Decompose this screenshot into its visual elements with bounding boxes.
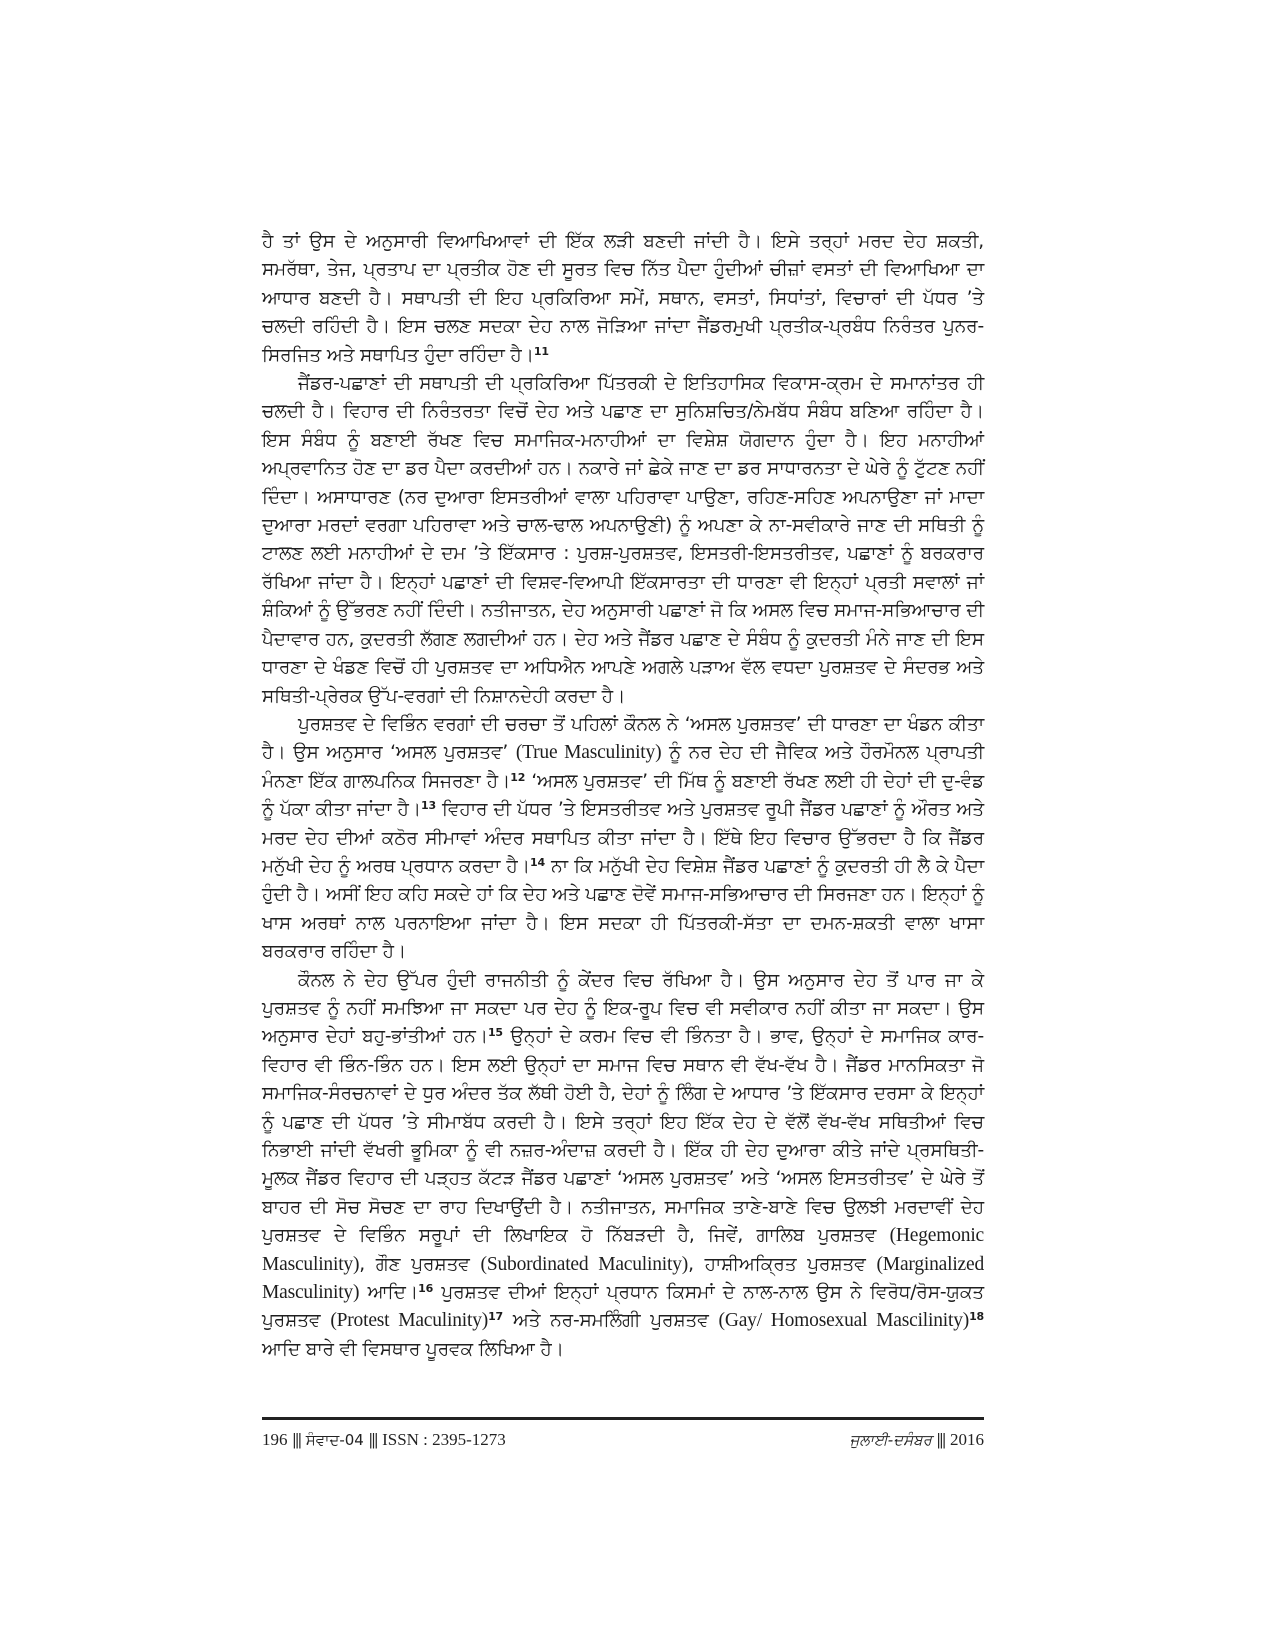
footer-right [850,1430,984,1450]
footnote-marker: 14 [529,855,545,869]
article-body [262,228,984,1364]
text-run: ਹੈ ਤਾਂ ਉਸ ਦੇ ਅਨੁਸਾਰੀ ਵਿਆਖਿਆਵਾਂ ਦੀ ਇੱਕ ਲੜੀ ਬਣਦੀ ਜਾਂਦੀ ਹੈ। ਇਸੇ ਤਰ੍ਹਾਂ ਮਰਦ ਦੇਹ ਸ਼ਕਤੀ, ਸਮਰੱਥਾ, ਤੇਜ, ਪ੍ਰਤਾਪ ਦਾ ਪ੍ਰਤੀਕ ਹੋਣ ਦੀ ਸੂਰਤ ਵਿਚ ਨਿੱਤ ਪੈਦਾ ਹੁੰਦੀਆਂ ਚੀਜ਼ਾਂ ਵਸਤਾਂ ਦੀ ਵਿਆਖਿਆ ਦਾ ਆਧਾਰ ਬਣਦੀ ਹੈ। ਸਥਾਪਤੀ ਦੀ ਇਹ ਪ੍ਰਕਿਰਿਆ ਸਮੇਂ, ਸਥਾਨ, ਵਸਤਾਂ, ਸਿਧਾਂਤਾਂ, ਵਿਚਾਰਾਂ ਦੀ ਪੱਧਰ ’ਤੇ ਚਲਦੀ ਰਹਿੰਦੀ ਹੈ। ਇਸ ਚਲਣ ਸਦਕਾ ਦੇਹ ਨਾਲ ਜੋੜਿਆ ਜਾਂਦਾ ਜੈਂਡਰਮੁਖੀ ਪ੍ਰਤੀਕ-ਪ੍ਰਬੰਧ ਨਿਰੰਤਰ ਪੁਨਰ-ਸਿਰਜਿਤ ਅਤੇ ਸਥਾਪਿਤ ਹੁੰਦਾ ਰਹਿੰਦਾ ਹੈ। [262,231,984,366]
footer-left [262,1430,506,1450]
issue-year: 2016 [950,1430,984,1449]
footer-separator: ||| [936,1430,945,1449]
english-term: (Subordinated Maculinity) [480,1253,689,1275]
text-run: ਜੈਂਡਰ-ਪਛਾਣਾਂ ਦੀ ਸਥਾਪਤੀ ਦੀ ਪ੍ਰਕਿਰਿਆ ਪਿੱਤਰਕੀ ਦੇ ਇਤਿਹਾਸਿਕ ਵਿਕਾਸ-ਕ੍ਰਮ ਦੇ ਸਮਾਨਾਂਤਰ ਹੀ ਚਲਦੀ ਹੈ। ਵਿਹਾਰ ਦੀ ਨਿਰੰਤਰਤਾ ਵਿਚੋਂ ਦੇਹ ਅਤੇ ਪਛਾਣ ਦਾ ਸੁਨਿਸ਼ਚਿਤ/ਨੇਮਬੱਧ ਸੰਬੰਧ ਬਣਿਆ ਰਹਿੰਦਾ ਹੈ। ਇਸ ਸੰਬੰਧ ਨੂੰ ਬਣਾਈ ਰੱਖਣ ਵਿਚ ਸਮਾਜਿਕ-ਮਨਾਹੀਆਂ ਦਾ ਵਿਸ਼ੇਸ਼ ਯੋਗਦਾਨ ਹੁੰਦਾ ਹੈ। ਇਹ ਮਨਾਹੀਆਂ ਅਪ੍ਰਵਾਨਿਤ ਹੋਣ ਦਾ ਡਰ ਪੈਦਾ ਕਰਦੀਆਂ ਹਨ। ਨਕਾਰੇ ਜਾਂ ਛੇਕੇ ਜਾਣ ਦਾ ਡਰ ਸਾਧਾਰਨਤਾ ਦੇ ਘੇਰੇ ਨੂੰ ਟੁੱਟਣ ਨਹੀਂ ਦਿੰਦਾ। ਅਸਾਧਾਰਣ (ਨਰ ਦੁਆਰਾ ਇਸਤਰੀਆਂ ਵਾਲਾ ਪਹਿਰਾਵਾ ਪਾਉਣਾ, ਰਹਿਣ-ਸਹਿਣ ਅਪਨਾਉਣਾ ਜਾਂ ਮਾਦਾ ਦੁਆਰਾ ਮਰਦਾਂ ਵਰਗਾ ਪਹਿਰਾਵਾ ਅਤੇ ਚਾਲ-ਢਾਲ ਅਪਨਾਉਣੀ) ਨੂੰ ਅਪਣਾ ਕੇ ਨਾ-ਸਵੀਕਾਰੇ ਜਾਣ ਦੀ ਸਥਿਤੀ ਨੂੰ ਟਾਲਣ ਲਈ ਮਨਾਹੀਆਂ ਦੇ ਦਮ ’ਤੇ ਇੱਕਸਾਰ : ਪੁਰਸ਼-ਪੁਰਸ਼ਤਵ, ਇਸਤਰੀ-ਇਸਤਰੀਤਵ, ਪਛਾਣਾਂ ਨੂੰ ਬਰਕਰਾਰ ਰੱਖਿਆ ਜਾਂਦਾ ਹੈ। ਇਨ੍ਹਾਂ ਪਛਾਣਾਂ ਦੀ ਵਿਸ਼ਵ-ਵਿਆਪੀ ਇੱਕਸਾਰਤਾ ਦੀ ਧਾਰਣਾ ਵੀ ਇਨ੍ਹਾਂ ਪ੍ਰਤੀ ਸਵਾਲਾਂ ਜਾਂ ਸ਼ੰਕਿਆਂ ਨੂੰ ਉੱਭਰਣ ਨਹੀਂ ਦਿੰਦੀ। ਨਤੀਜਾਤਨ, ਦੇਹ ਅਨੁਸਾਰੀ ਪਛਾਣਾਂ ਜੋ ਕਿ ਅਸਲ ਵਿਚ ਸਮਾਜ-ਸਭਿਆਚਾਰ ਦੀ ਪੈਦਾਵਾਰ ਹਨ, ਕੁਦਰਤੀ ਲੱਗਣ ਲਗਦੀਆਂ ਹਨ। ਦੇਹ ਅਤੇ ਜੈਂਡਰ ਪਛਾਣ ਦੇ ਸੰਬੰਧ ਨੂੰ ਕੁਦਰਤੀ ਮੰਨੇ ਜਾਣ ਦੀ ਇਸ ਧਾਰਣਾ ਦੇ ਖੰਡਣ ਵਿਚੋਂ ਹੀ ਪੁਰਸ਼ਤਵ ਦਾ ਅਧਿਐਨ ਆਪਣੇ ਅਗਲੇ ਪੜਾਅ ਵੱਲ ਵਧਦਾ ਪੁਰਸ਼ਤਵ ਦੇ ਸੰਦਰਭ ਅਤੇ ਸਥਿਤੀ-ਪ੍ਰੇਰਕ ਉੱਪ-ਵਰਗਾਂ ਦੀ ਨਿਸ਼ਾਨਦੇਹੀ ਕਰਦਾ ਹੈ। [262,373,984,707]
text-run: ਆਦਿ ਬਾਰੇ ਵੀ ਵਿਸਥਾਰ ਪੂਰਵਕ ਲਿਖਿਆ ਹੈ। [262,1338,564,1360]
footnote-marker: 17 [488,1310,503,1324]
text-run: ਵਿਹਾਰ ਦੀ ਪੱਧਰ ’ਤੇ ਇਸਤਰੀਤਵ ਅਤੇ ਪੁਰਸ਼ਤਵ ਰੂਪੀ ਜੈਂਡਰ ਪਛਾਣਾਂ ਨੂੰ ਔਰਤ ਅਤੇ ਮਰਦ ਦੇਹ ਦੀਆਂ ਕਠੋਰ ਸੀਮਾਵਾਂ ਅੰਦਰ ਸਥਾਪਿਤ ਕੀਤਾ ਜਾਂਦਾ ਹੈ। ਇੱਥੇ ਇਹ ਵਿਚਾਰ ਉੱਭਰਦਾ ਹੈ ਕਿ ਜੈਂਡਰ ਮਨੁੱਖੀ ਦੇਹ ਨੂੰ ਅਰਥ ਪ੍ਰਧਾਨ ਕਰਦਾ ਹੈ। [262,799,984,877]
paragraph [262,967,984,1365]
text-run: ਆਦਿ। [359,1282,419,1304]
english-term: (Marginalized Masculinity) [262,1253,985,1304]
english-term: (True Masculinity) [515,742,662,764]
text-run: , ਹਾਸ਼ੀਅਕ੍ਰਿਤ ਪੁਰਸ਼ਤਵ [688,1253,877,1275]
text-run: ਕੌਨਲ ਨੇ ਦੇਹ ਉੱਪਰ ਹੁੰਦੀ ਰਾਜਨੀਤੀ ਨੂੰ ਕੇਂਦਰ ਵਿਚ ਰੱਖਿਆ ਹੈ। ਉਸ ਅਨੁਸਾਰ ਦੇਹ ਤੋਂ ਪਾਰ ਜਾ ਕੇ ਪੁਰਸ਼ਤਵ ਨੂੰ ਨਹੀਂ ਸਮਝਿਆ ਜਾ ਸਕਦਾ ਪਰ ਦੇਹ ਨੂੰ ਇਕ-ਰੂਪ ਵਿਚ ਵੀ ਸਵੀਕਾਰ ਨਹੀਂ ਕੀਤਾ ਜਾ ਸਕਦਾ। ਉਸ ਅਨੁਸਾਰ ਦੇਹਾਂ ਬਹੁ-ਭਾਂਤੀਆਂ ਹਨ। [262,969,984,1048]
footnote-marker: 15 [487,1026,503,1040]
text-run: ਨੂੰ ਨਰ ਦੇਹ ਦੀ ਜੈਵਿਕ ਅਤੇ ਹੌਰਮੌਨਲ ਪ੍ਰਾਪਤੀ ਮੰਨਣਾ ਇੱਕ ਗਾਲਪਨਿਕ ਸਿਜਰਣਾ ਹੈ। [262,742,985,792]
text-run: ‘ਅਸਲ ਪੁਰਸ਼ਤਵ’ ਦੀ ਮਿੱਥ ਨੂੰ ਬਣਾਈ ਰੱਖਣ ਲਈ ਹੀ ਦੇਹਾਂ ਦੀ ਦੁ-ਵੰਡ ਨੂੰ ਪੱਕਾ ਕੀਤਾ ਜਾਂਦਾ ਹੈ। [262,770,984,821]
footer-separator: ||| [292,1430,301,1449]
text-run: ਉਨ੍ਹਾਂ ਦੇ ਕਰਮ ਵਿਚ ਵੀ ਭਿੰਨਤਾ ਹੈ। ਭਾਵ, ਉਨ੍ਹਾਂ ਦੇ ਸਮਾਜਿਕ ਕਾਰ-ਵਿਹਾਰ ਵੀ ਭਿੰਨ-ਭਿੰਨ ਹਨ। ਇਸ ਲਈ ਉਨ੍ਹਾਂ ਦਾ ਸਮਾਜ ਵਿਚ ਸਥਾਨ ਵੀ ਵੱਖ-ਵੱਖ ਹੈ। ਜੈਂਡਰ ਮਾਨਸਿਕਤਾ ਜੋ ਸਮਾਜਿਕ-ਸੰਰਚਨਾਵਾਂ ਦੇ ਧੁਰ ਅੰਦਰ ਤੱਕ ਲੱਥੀ ਹੋਈ ਹੈ, ਦੇਹਾਂ ਨੂੰ ਲਿੰਗ ਦੇ ਆਧਾਰ ’ਤੇ ਇੱਕਸਾਰ ਦਰਸਾ ਕੇ ਇਨ੍ਹਾਂ ਨੂੰ ਪਛਾਣ ਦੀ ਪੱਧਰ ’ਤੇ ਸੀਮਾਬੱਧ ਕਰਦੀ ਹੈ। ਇਸੇ ਤਰ੍ਹਾਂ ਇਹ ਇੱਕ ਦੇਹ ਦੇ ਵੱਲੋਂ ਵੱਖ-ਵੱਖ ਸਥਿਤੀਆਂ ਵਿਚ ਨਿਭਾਈ ਜਾਂਦੀ ਵੱਖਰੀ ਭੂਮਿਕਾ ਨੂੰ ਵੀ ਨਜ਼ਰ-ਅੰਦਾਜ਼ ਕਰਦੀ ਹੈ। ਇੱਕ ਹੀ ਦੇਹ ਦੁਆਰਾ ਕੀਤੇ ਜਾਂਦੇ ਪ੍ਰਸਥਿਤੀ-ਮੂਲਕ ਜੈਂਡਰ ਵਿਹਾਰ ਦੀ ਪੜ੍ਹਤ ਕੱਟੜ ਜੈਂਡਰ ਪਛਾਣਾਂ ‘ਅਸਲ ਪੁਰਸ਼ਤਵ’ ਅਤੇ ‘ਅਸਲ ਇਸਤਰੀਤਵ’ ਦੇ ਘੇਰੇ ਤੋਂ ਬਾਹਰ ਦੀ ਸੋਚ ਸੋਚਣ ਦਾ ਰਾਹ ਦਿਖਾਉਂਦੀ ਹੈ। ਨਤੀਜਾਤਨ, ਸਮਾਜਿਕ ਤਾਣੇ-ਬਾਣੇ ਵਿਚ ਉਲਝੀ ਮਰਦਾਵੀਂ ਦੇਹ ਪੁਰਸ਼ਤਵ ਦੇ ਵਿਭਿੰਨ ਸਰੂਪਾਂ ਦੀ ਲਿਖਾਇਕ ਹੋ ਨਿੱਬੜਦੀ ਹੈ, ਜਿਵੇਂ, ਗਾਲਿਬ ਪੁਰਸ਼ਤਵ [262,1026,985,1247]
page-footer [262,1430,984,1456]
text-run: ਅਤੇ ਨਰ-ਸਮਲਿੰਗੀ ਪੁਰਸ਼ਤਵ [502,1310,719,1332]
paragraph [262,228,984,370]
text-run: , ਗੌਣ ਪੁਰਸ਼ਤਵ [359,1253,481,1275]
footnote-marker: 13 [421,799,436,813]
footnote-marker: 18 [969,1310,984,1324]
issn: ISSN : 2395-1273 [382,1430,506,1449]
issue-period: ਜੁਲਾਈ-ਦਸੰਬਰ [849,1431,932,1449]
journal-name: ਸੰਵਾਦ-04 [305,1431,364,1449]
page-number: 196 [262,1430,288,1449]
text-run: ਨਾ ਕਿ ਮਨੁੱਖੀ ਦੇਹ ਵਿਸ਼ੇਸ਼ ਜੈਂਡਰ ਪਛਾਣਾਂ ਨੂੰ ਕੁਦਰਤੀ ਹੀ ਲੈ ਕੇ ਪੈਦਾ ਹੁੰਦੀ ਹੈ। ਅਸੀਂ ਇਹ ਕਹਿ ਸਕਦੇ ਹਾਂ ਕਿ ਦੇਹ ਅਤੇ ਪਛਾਣ ਦੋਵੇਂ ਸਮਾਜ-ਸਭਿਆਚਾਰ ਦੀ ਸਿਰਜਣਾ ਹਨ। ਇਨ੍ਹਾਂ ਨੂੰ ਖਾਸ ਅਰਥਾਂ ਨਾਲ ਪਰਨਾਇਆ ਜਾਂਦਾ ਹੈ। ਇਸ ਸਦਕਾ ਹੀ ਪਿੱਤਰਕੀ-ਸੱਤਾ ਦਾ ਦਮਨ-ਸ਼ਕਤੀ ਵਾਲਾ ਖਾਸਾ ਬਰਕਰਾਰ ਰਹਿੰਦਾ ਹੈ। [262,855,985,963]
text-run: ਪੁਰਸ਼ਤਵ ਦੇ ਵਿਭਿੰਨ ਵਰਗਾਂ ਦੀ ਚਰਚਾ ਤੋਂ ਪਹਿਲਾਂ ਕੌਨਲ ਨੇ ‘ਅਸਲ ਪੁਰਸ਼ਤਵ’ ਦੀ ਧਾਰਣਾ ਦਾ ਖੰਡਨ ਕੀਤਾ ਹੈ। ਉਸ ਅਨੁਸਾਰ ‘ਅਸਲ ਪੁਰਸ਼ਤਵ’ [262,713,984,764]
english-term: (Protest Maculinity) [330,1310,489,1332]
footnote-marker: 16 [418,1282,434,1296]
english-term: (Hegemonic Masculinity) [262,1225,984,1275]
english-term: (Gay/ Homosexual Mascilinity) [718,1310,970,1332]
text-run: ਪੁਰਸ਼ਤਵ ਦੀਆਂ ਇਨ੍ਹਾਂ ਪ੍ਰਧਾਨ ਕਿਸਮਾਂ ਦੇ ਨਾਲ-ਨਾਲ ਉਸ ਨੇ ਵਿਰੋਧ/ਰੋਸ-ਯੁਕਤ ਪੁਰਸ਼ਤਵ [262,1282,985,1332]
paragraph [262,370,984,711]
paragraph [262,711,984,967]
footnote-marker: 11 [533,344,549,358]
footnote-marker: 12 [510,770,526,784]
footer-rule [262,1417,984,1420]
footer-separator: ||| [368,1430,378,1449]
